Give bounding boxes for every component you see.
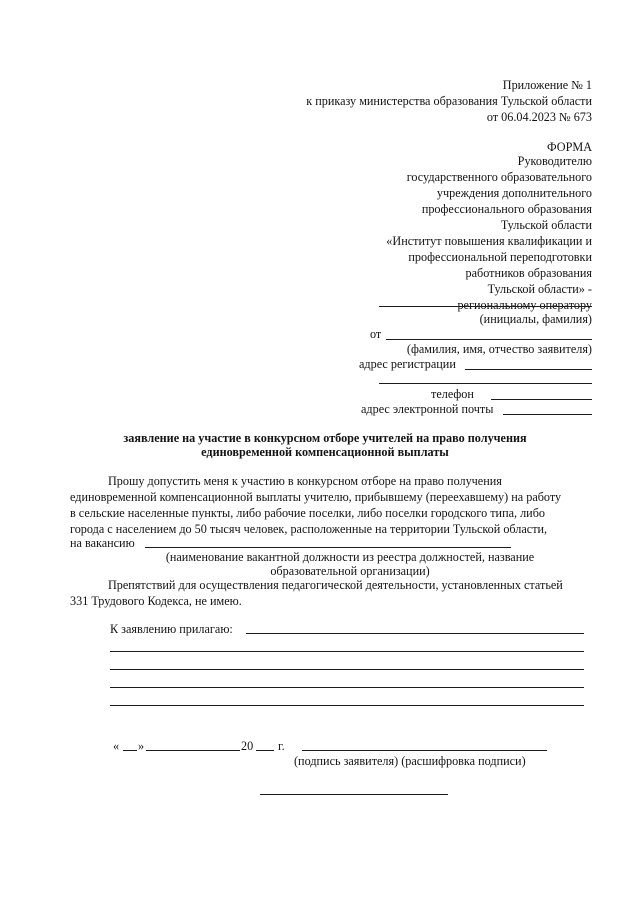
form-label: ФОРМА bbox=[547, 140, 592, 154]
body-line: Прошу допустить меня к участию в конкурсном отборе на право получения bbox=[108, 474, 502, 488]
registration-label: адрес регистрации bbox=[359, 357, 456, 371]
email-field[interactable] bbox=[503, 414, 592, 415]
body-line: в сельские населенные пункты, либо рабочие поселки, либо поселки городского типа, либо bbox=[70, 506, 545, 520]
addressee-line: «Институт повышения квалификации и bbox=[386, 234, 592, 248]
document-title-line2: единовременной компенсационной выплаты bbox=[201, 445, 449, 459]
addressee-line: государственного образовательного bbox=[406, 170, 592, 184]
body-line: Препятствий для осуществления педагогической деятельности, установленных статьей bbox=[108, 578, 563, 592]
month-field[interactable] bbox=[146, 750, 240, 751]
fio-caption: (фамилия, имя, отчество заявителя) bbox=[406, 342, 592, 356]
vacancy-caption-2: образовательной организации) bbox=[270, 564, 430, 578]
attachment-line[interactable] bbox=[246, 633, 584, 634]
addressee-line: учреждения дополнительного bbox=[436, 186, 592, 200]
applicant-name-field[interactable] bbox=[386, 339, 592, 340]
attachments-label: К заявлению прилагаю: bbox=[110, 622, 233, 636]
addressee-line: Тульской области» - bbox=[487, 282, 592, 296]
from-label: от bbox=[370, 327, 382, 341]
body-line: 331 Трудового Кодекса, не имею. bbox=[70, 594, 242, 608]
addressee-line: профессиональной переподготовки bbox=[408, 250, 592, 264]
attachment-line[interactable] bbox=[110, 705, 584, 706]
year-field[interactable] bbox=[256, 750, 274, 751]
addressee-line: профессионального образования bbox=[421, 202, 592, 216]
addressee-line: Тульской области bbox=[500, 218, 592, 232]
attachment-line[interactable] bbox=[110, 687, 584, 688]
year-suffix: г. bbox=[278, 739, 285, 753]
addressee-block bbox=[292, 153, 592, 313]
quote-open: « bbox=[113, 739, 120, 753]
signature-caption: (подпись заявителя) (расшифровка подписи) bbox=[294, 754, 526, 768]
vacancy-label: на вакансию bbox=[70, 536, 135, 550]
addressee-line: работников образования bbox=[465, 266, 592, 280]
body-line: города с населением до 50 тысяч человек, расположенные на территории Тульской области, bbox=[70, 522, 548, 536]
initials-field[interactable] bbox=[379, 306, 592, 307]
phone-field[interactable] bbox=[491, 399, 592, 400]
body-line: единовременной компенсационной выплаты учителю, прибывшему (переехавшему) на работу bbox=[70, 490, 562, 504]
order-reference: к приказу министерства образования Тульской области bbox=[306, 94, 592, 108]
attachment-line[interactable] bbox=[110, 651, 584, 652]
phone-label: телефон bbox=[431, 387, 474, 401]
email-label: адрес электронной почты bbox=[361, 402, 494, 416]
year-prefix: 20 bbox=[241, 739, 254, 753]
appendix-number: Приложение № 1 bbox=[502, 78, 592, 92]
registration-field-2[interactable] bbox=[379, 383, 592, 384]
initials-caption: (инициалы, фамилия) bbox=[479, 312, 592, 326]
quote-close: » bbox=[138, 739, 145, 753]
registration-field[interactable] bbox=[465, 369, 592, 370]
vacancy-field[interactable] bbox=[145, 547, 511, 548]
order-date: от 06.04.2023 № 673 bbox=[486, 110, 592, 124]
addressee-line: региональному оператору bbox=[457, 298, 592, 312]
day-field[interactable] bbox=[123, 750, 137, 751]
document-title: заявление на участие в конкурсном отборе учителей на право получения bbox=[123, 431, 527, 445]
signature-field[interactable] bbox=[302, 750, 547, 751]
addressee-line: Руководителю bbox=[517, 154, 592, 168]
vacancy-caption: (наименование вакантной должности из реестра должностей, название bbox=[165, 550, 535, 564]
attachment-line[interactable] bbox=[110, 669, 584, 670]
bottom-line bbox=[260, 794, 448, 795]
